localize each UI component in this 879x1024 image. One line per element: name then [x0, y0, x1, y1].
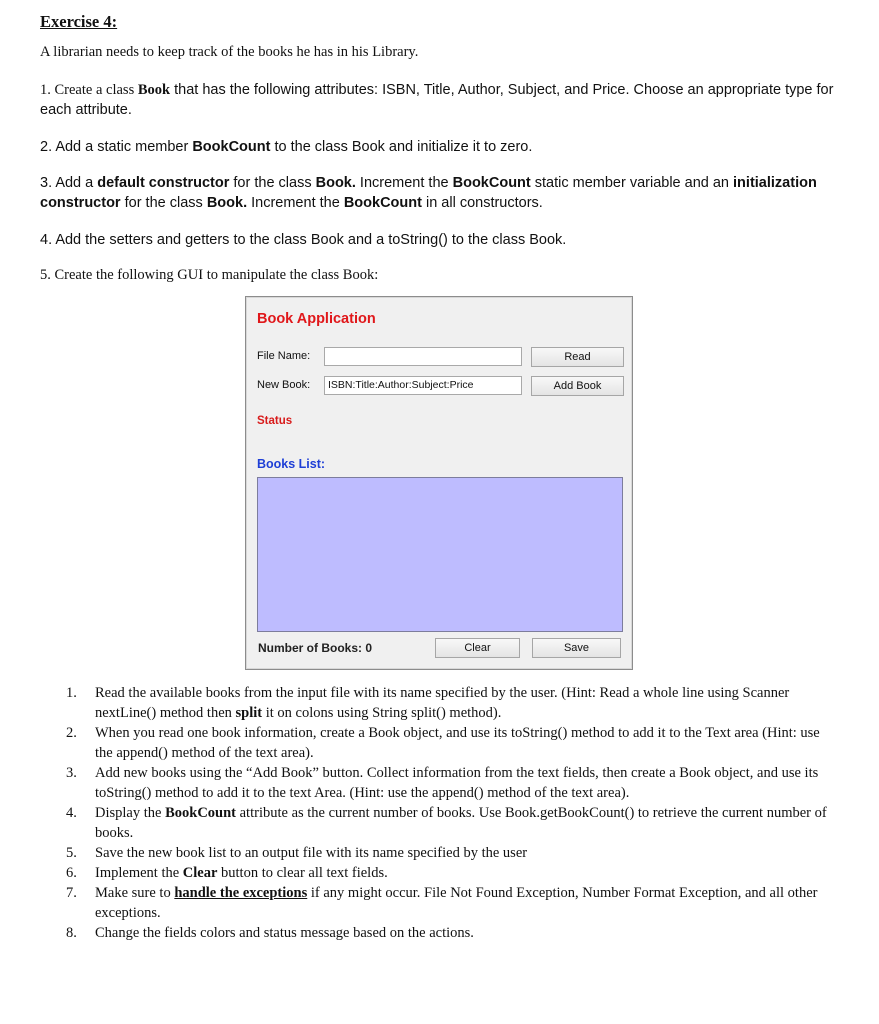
list-item-text: Save the new book list to an output file with its name specified by the user: [95, 845, 528, 861]
step-2-bold: BookCount: [192, 139, 271, 155]
list-item-number: 1.: [66, 685, 77, 701]
list-item-text: attribute as the current number of books. Use Book.getBookCount() to retrieve the current number of books.: [95, 805, 827, 841]
step-3-bold: BookCount: [452, 175, 531, 191]
list-item: [66, 683, 841, 723]
step-2: [40, 137, 840, 157]
step-2-prefix: 2. Add a static member: [40, 139, 193, 155]
step-3-part: for the class: [229, 175, 316, 191]
list-item-bold: split: [235, 705, 263, 721]
list-item: [66, 923, 841, 943]
status-label: Status: [257, 415, 293, 427]
list-item-number: 5.: [66, 845, 77, 861]
step-3-bold: initialization constructor: [40, 175, 817, 211]
read-button[interactable]: Read: [531, 347, 624, 367]
step-3-part: in all constructors.: [421, 195, 543, 211]
list-item: [66, 803, 841, 843]
list-item-text: Implement the: [95, 865, 183, 881]
books-list-label: Books List:: [257, 457, 326, 471]
list-item: [66, 843, 841, 863]
add-book-button[interactable]: Add Book: [531, 376, 624, 396]
book-application-window: [245, 296, 633, 670]
task-list: [66, 683, 841, 943]
list-item-number: 3.: [66, 765, 77, 781]
list-item-text: Add new books using the “Add Book” button. Collect information from the text fields, then create a Book object, and use its toString() method to add it to the text Area. (Hint: use the append() method of the text area).: [95, 765, 819, 801]
list-item-number: 7.: [66, 885, 77, 901]
list-item-text: When you read one book information, create a Book object, and use its toString() method to add it to the Text area (Hint: use the append() method of the text area).: [95, 725, 820, 761]
file-name-label: File Name:: [257, 350, 311, 362]
step-3-part: 3. Add a: [40, 175, 98, 191]
list-item-text: button to clear all text fields.: [217, 865, 388, 881]
step-3-bold: default constructor: [97, 175, 230, 191]
step-3-part: Increment the: [355, 175, 453, 191]
list-item-number: 2.: [66, 725, 77, 741]
list-item: [66, 723, 841, 763]
new-book-label: New Book:: [257, 379, 311, 391]
list-item-number: 8.: [66, 925, 77, 941]
list-item-text: it on colons using String split() method).: [262, 705, 502, 721]
list-item-text: if any might occur. File Not Found Exception, Number Format Exception, and all other exceptions.: [95, 885, 818, 921]
step-2-suffix: to the class Book and initialize it to zero.: [270, 139, 533, 155]
intro-text: A librarian needs to keep track of the books he has in his Library.: [40, 44, 419, 60]
list-item-text: Read the available books from the input file with its name specified by the user. (Hint: Read a whole line using Scanner nextLine() method then: [95, 685, 790, 721]
save-button[interactable]: Save: [532, 638, 621, 658]
step-3: [40, 173, 840, 213]
step-3-part: for the class: [120, 195, 207, 211]
step-1-bold: Book: [137, 82, 171, 98]
step-3-part: static member variable and an: [530, 175, 734, 191]
list-item-text: Change the fields colors and status message based on the actions.: [95, 925, 474, 941]
list-item-bold: BookCount: [165, 805, 236, 821]
new-book-input[interactable]: ISBN:Title:Author:Subject:Price: [324, 376, 522, 395]
list-item-text: Display the: [95, 805, 166, 821]
step-1-prefix: 1. Create a class: [40, 82, 138, 98]
app-title: Book Application: [257, 311, 376, 327]
number-of-books-label: Number of Books: 0: [258, 641, 373, 655]
step-3-bold: Book.: [315, 175, 356, 191]
step-4: 4. Add the setters and getters to the class Book and a toString() to the class Book.: [40, 232, 567, 248]
step-3-bold: Book.: [206, 195, 248, 211]
list-item: [66, 863, 841, 883]
list-item-number: 4.: [66, 805, 77, 821]
list-item-number: 6.: [66, 865, 77, 881]
step-3-part: Increment the: [247, 195, 344, 211]
step-3-bold: BookCount: [343, 195, 422, 211]
exercise-title: Exercise 4:: [40, 12, 118, 31]
clear-button[interactable]: Clear: [435, 638, 520, 658]
step-1: [40, 80, 840, 120]
list-item: [66, 883, 841, 923]
list-item-underline: handle the exceptions: [174, 885, 308, 901]
list-item-bold: Clear: [182, 865, 218, 881]
step-5: 5. Create the following GUI to manipulate the class Book:: [40, 267, 379, 283]
file-name-input[interactable]: [324, 347, 522, 366]
step-1-suffix: that has the following attributes: ISBN, Title, Author, Subject, and Price. Choose an appropriate type for each attribute.: [40, 82, 834, 118]
list-item-text: Make sure to: [95, 885, 175, 901]
list-item: [66, 763, 841, 803]
books-list-textarea[interactable]: [257, 477, 623, 632]
